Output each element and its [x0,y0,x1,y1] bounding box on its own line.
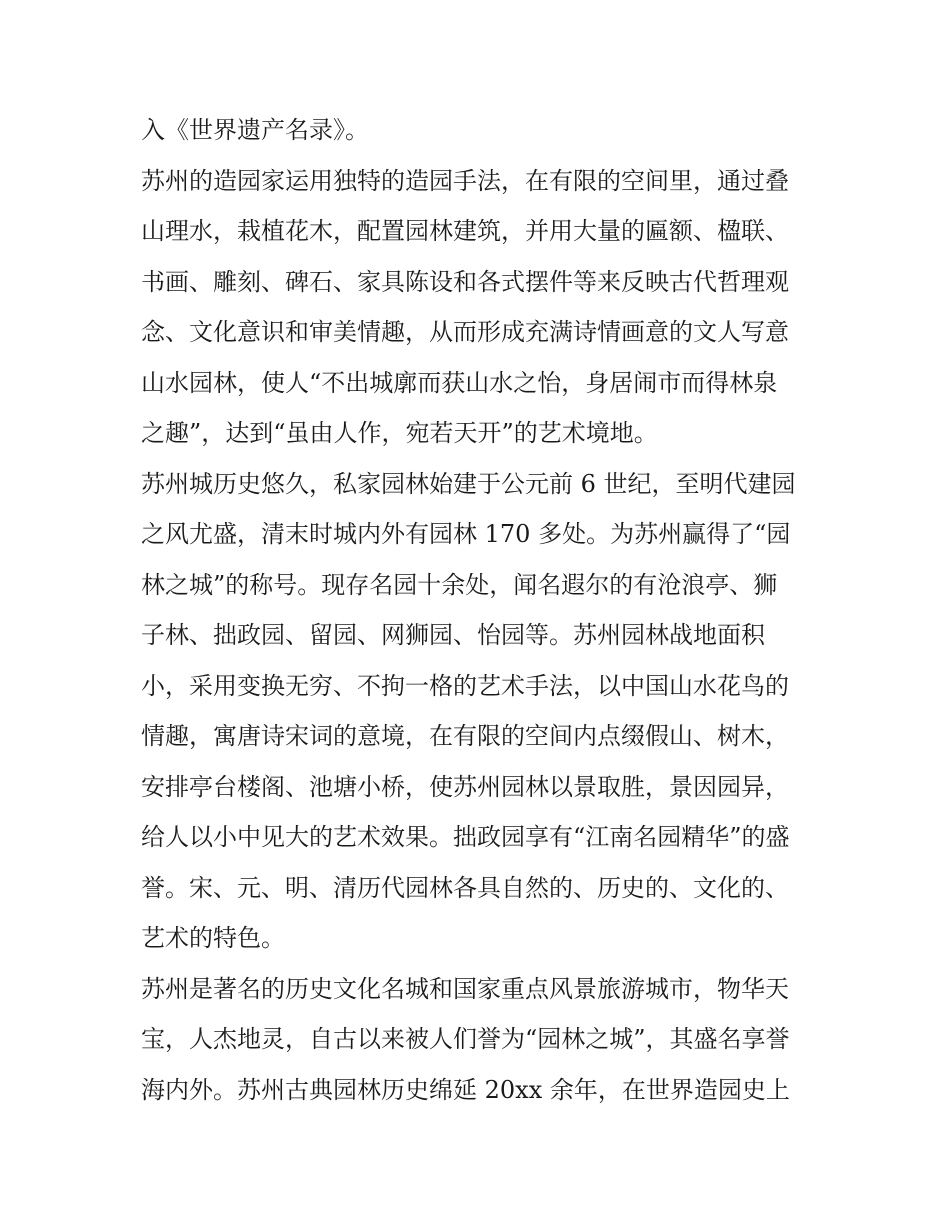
text-line: 山水园林，使人“不出城廓而获山水之怡，身居闹市而得林泉 [141,368,778,397]
text-line: 小，采用变换无穷、不拘一格的艺术手法，以中国山水花鸟的 [141,671,789,700]
text-line: 给人以小中见大的艺术效果。拙政园享有“江南名园精华”的盛 [141,823,790,851]
document-body [141,105,813,1115]
text-line: 情趣，寓唐诗宋词的意境，在有限的空间内点缀假山、树木， [141,722,789,750]
text-line: 宝，人杰地灵，自古以来被人们誉为“园林之城”，其盛名享誉 [141,1025,790,1053]
text-line: 念、文化意识和审美情趣，从而形成充满诗情画意的文人写意 [141,318,789,346]
text-line: 海内外。苏州古典园林历史绵延 20xx 余年，在世界造园史上 [141,1075,790,1104]
text-line: 书画、雕刻、碑石、家具陈设和各式摆件等来反映古代哲理观 [141,267,789,296]
text-line: 苏州的造园家运用独特的造园手法，在有限的空间里，通过叠 [141,166,789,195]
text-line: 子林、拙政园、留园、网狮园、怡园等。苏州园林战地面积 [141,621,765,649]
text-line: 山理水，栽植花木，配置园林建筑，并用大量的匾额、楹联、 [141,217,789,245]
text-line: 之趣”，达到“虽由人作，宛若天开”的艺术境地。 [141,419,658,447]
text-line: 艺术的特色。 [141,924,285,952]
text-line: 安排亭台楼阁、池塘小桥，使苏州园林以景取胜，景因园异， [141,772,789,801]
text-line: 林之城”的称号。现存名园十余处，闻名遐尔的有沧浪亭、狮 [141,570,778,599]
text-line: 之风尤盛，清末时城内外有园林 170 多处。为苏州赢得了“园 [141,520,791,548]
text-line: 苏州城历史悠久，私家园林始建于公元前 6 世纪，至明代建园 [141,469,796,498]
text-line: 誉。宋、元、明、清历代园林各具自然的、历史的、文化的、 [141,873,789,902]
text-line: 苏州是著名的历史文化名城和国家重点风景旅游城市，物华天 [141,974,789,1003]
text-line: 入《世界遗产名录》。 [141,116,369,144]
